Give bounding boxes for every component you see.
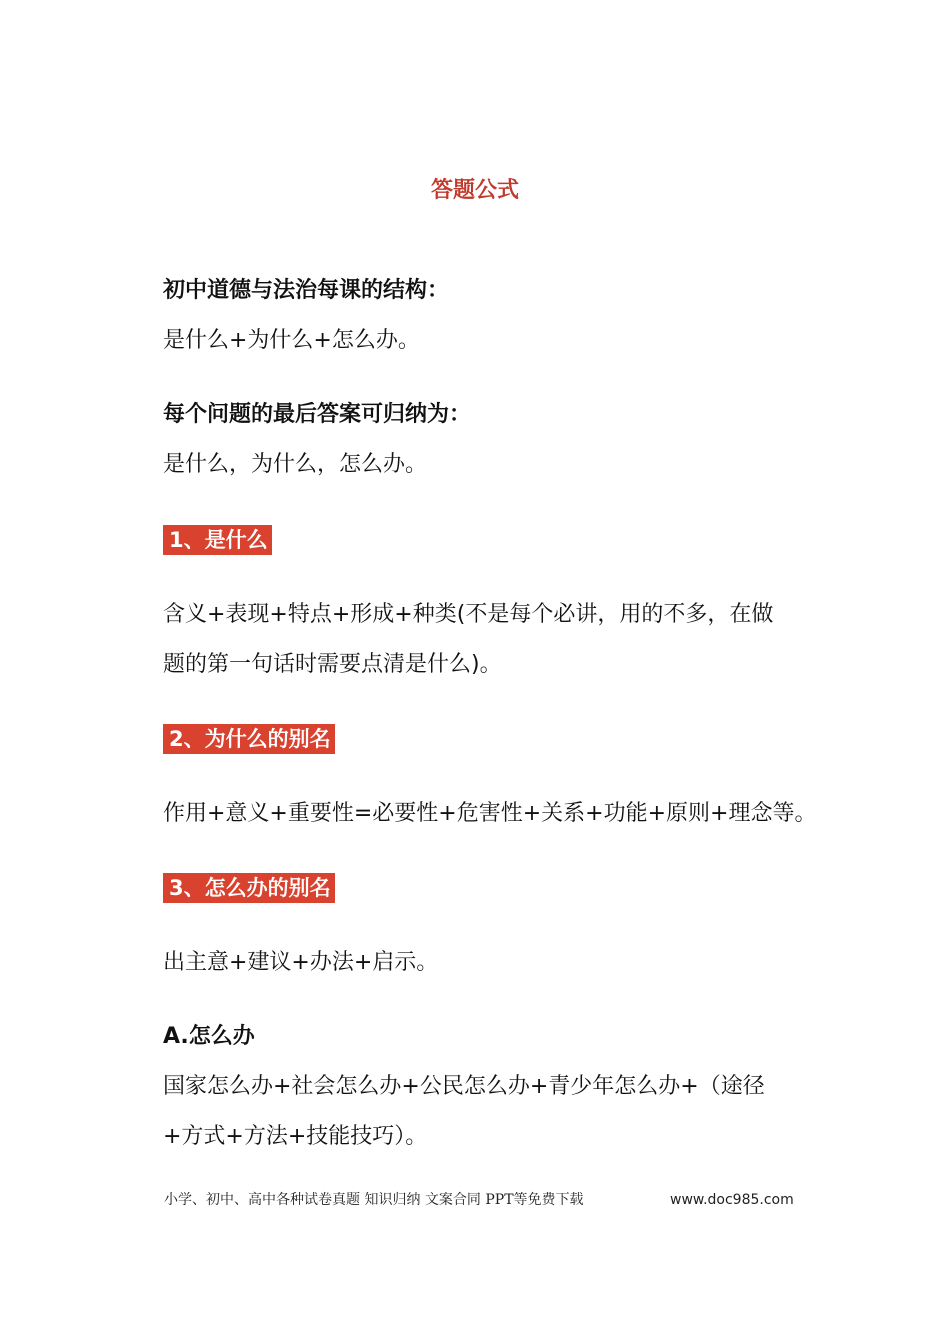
part3-text: 出主意+建议+办法+启示。 <box>163 950 439 975</box>
summary-text: 是什么，为什么，怎么办。 <box>163 452 428 477</box>
page-title: 答题公式 <box>430 178 519 203</box>
partA-text-line1: 国家怎么办+社会怎么办+公民怎么办+青少年怎么办+（途径 <box>163 1074 765 1099</box>
part2-label: 2、为什么的别名 <box>163 724 335 754</box>
part3-label: 3、怎么办的别名 <box>163 873 335 903</box>
partA-heading: A.怎么办 <box>163 1024 255 1049</box>
part1-text-line2: 题的第一句话时需要点清是什么)。 <box>163 652 502 677</box>
structure-text: 是什么+为什么+怎么办。 <box>163 328 420 353</box>
structure-heading: 初中道德与法治每课的结构： <box>163 278 450 303</box>
part1-text-line1: 含义+表现+特点+形成+种类(不是每个必讲，用的不多，在做 <box>163 602 774 627</box>
part2-text: 作用+意义+重要性=必要性+危害性+关系+功能+原则+理念等。 <box>163 801 817 826</box>
part1-label: 1、是什么 <box>163 525 272 555</box>
footer-url: www.doc985.com <box>670 1192 794 1208</box>
summary-heading: 每个问题的最后答案可归纳为： <box>163 402 472 427</box>
partA-text-line2: +方式+方法+技能技巧）。 <box>163 1124 428 1149</box>
footer-text: 小学、初中、高中各种试卷真题 知识归纳 文案合同 PPT等免费下载 <box>164 1192 584 1208</box>
